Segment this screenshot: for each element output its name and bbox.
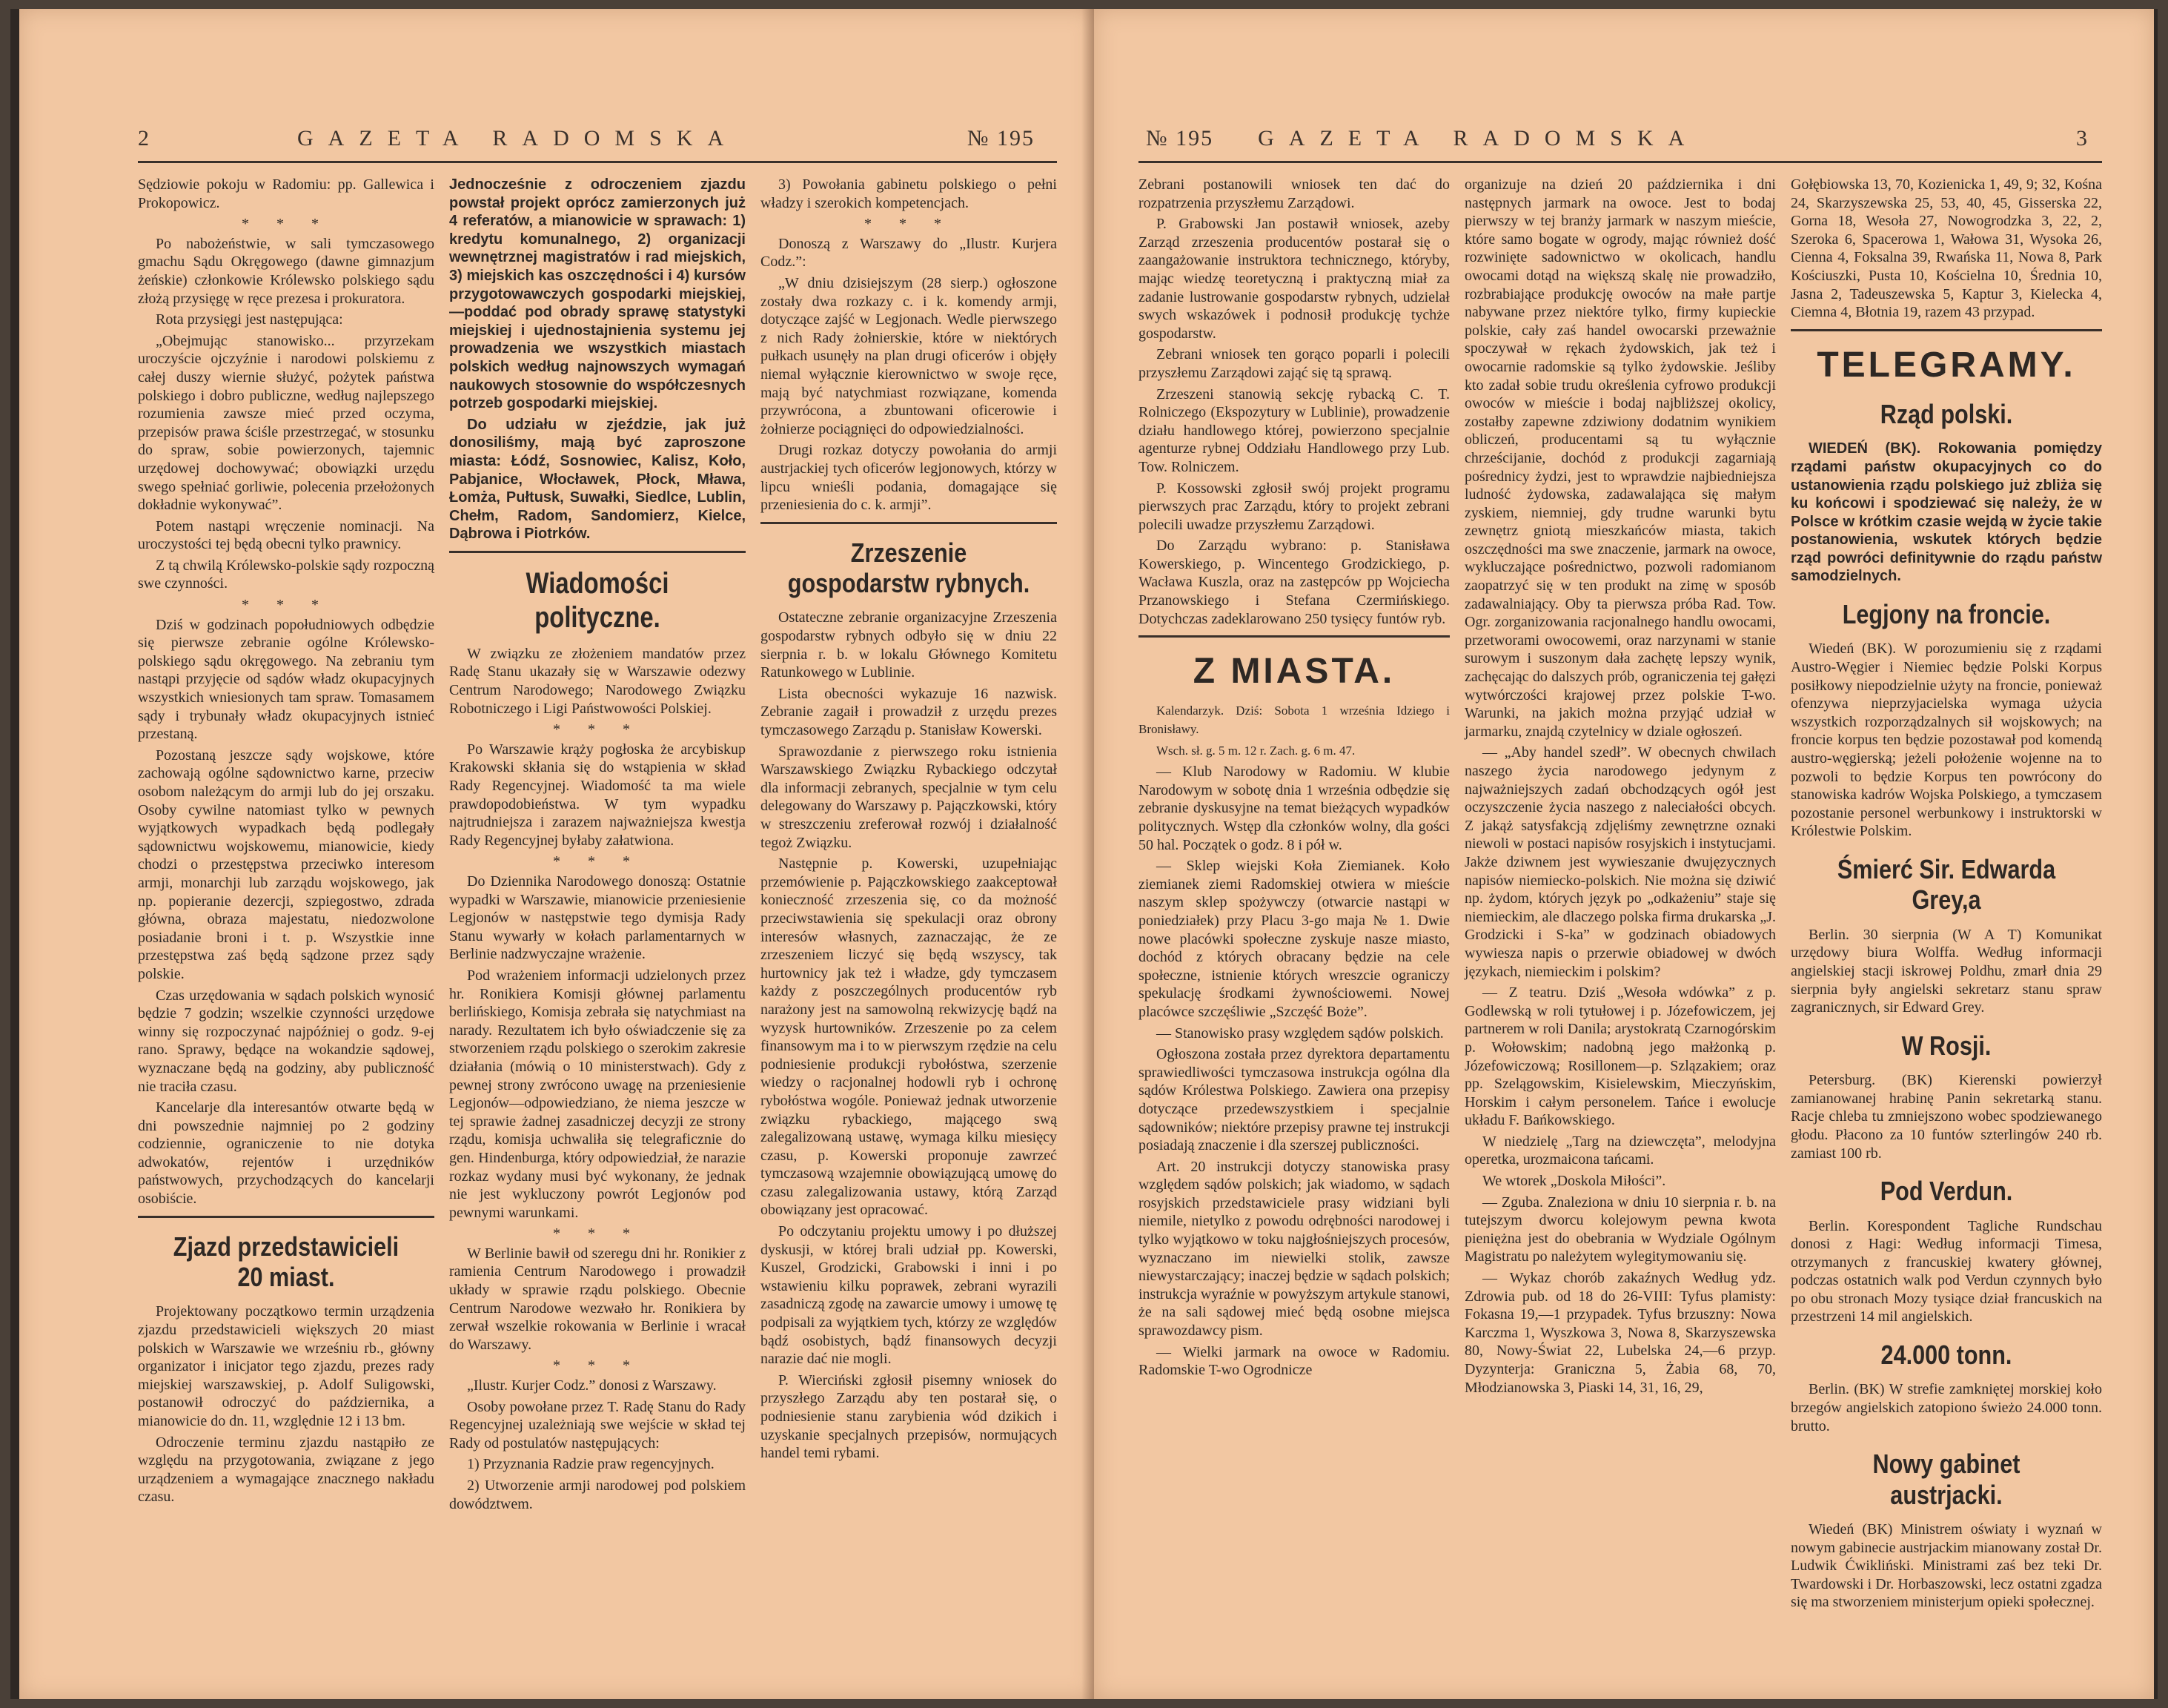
left-page-number: 2 xyxy=(138,126,149,150)
section-separator: * * * xyxy=(553,1225,642,1242)
left-column-1 xyxy=(138,176,434,1509)
article-paragraph: Projektowany początkowo termin urządzenia zjazdu przedstawicieli większych 20 miast polskich w Warszawie we wrześniu rb., główny organizator i inicjator tego zjazdu, prezes rady miejskiej warszawskiej, p. Adolf Suligowski, postanowił odroczyć do października, a mianowicie do dn. 11, względnie 12 i 13 bm. xyxy=(138,1303,434,1429)
article-paragraph: — Stanowisko prasy względem sądów polskich. xyxy=(1156,1025,1444,1042)
article-paragraph: — Wykaz chorób zakaźnych Według ydz. Zdrowia pub. od 18 do 26-VIII: Tyfus plamisty: Fokasna 19,—1 przypadek. Tyfus brzuszny: Nowa Karczma 1, Wyszkowa 3, Nowa 8, Skarzyszewska 80, Nowy-Świat 22, Lubelska 24,—6 przyp. Dyzynterja: Graniczna 5, Żabia 68, 70, Młodzianowska 3, Piaski 14, 31, 16, 29, xyxy=(1465,1270,1776,1396)
article-paragraph: Drugi rozkaz dotyczy powołania do armji austrjackiej tych oficerów legjonowych, którzy w lipcu wnieśli podania, domagające się przeniesienia do c. k. armji”. xyxy=(760,442,1057,514)
article-paragraph: — „Aby handel szedł”. W obecnych chwilach naszego życia narodowego jedynym z najważniejszych zadań obchodzących ogół jest oczyszczenie życia naszego z naleciałości obcych. Z jakąż satysfakcją zdjęliśmy zewnętrzne oznaki niewoli w postaci napisów rosyjskich i instytucjami. Jakże dziwnem jest wywieszanie dwujęzycznych napisów niemiecko-polskich. Nie można się dziwić np. żydom, których język po „odkażeniu” staje się niemieckim, ale dlaczego polska firma drukarska „J. Grodzicki i S-ka” w godzinach obiadowych wywiesza napis o przerwie obiadowej w dwóch językach, niemieckim i polskim? xyxy=(1465,744,1776,980)
article-paragraph: WIEDEŃ (BK). Rokowania pomiędzy rządami państw okupacyjnych co do ustanowienia rządu polskiego już zbliża się ku końcowi i spodziewać się należy, że w Polsce w krótkim czasie wejdą w życie takie postanowienia, wskutek których będzie rząd powróci definitywnie do rządu państw samodzielnych. xyxy=(1791,440,2102,585)
section-separator: * * * xyxy=(553,853,642,870)
article-paragraph: — Z teatru. Dziś „Wesoła wdówka” z p. Godlewską w roli tytułowej i p. Józefowiczem, jej partnerem w roli Danila; arystokratą Czarnogórskim p. Wołowskim; nadobną jego małżonką p. Józefowiczową; Rosillonem—p. Szlązakiem; oraz pp. Szelągowskim, Kisielewskim, Mieczyńskim, Horskim i całym personelem. Tańce i ewolucje układu F. Bańkowskiego. xyxy=(1465,984,1776,1129)
right-column-2 xyxy=(1465,176,1776,1400)
article-paragraph: Kancelarje dla interesantów otwarte będą w dni powszednie najmniej po 2 godziny codziennie, ograniczenie to nie dotyka adwokatów, rejentów i urzędników państwowych, przychodzących do kancelarji osobiście. xyxy=(138,1099,434,1208)
right-page xyxy=(1094,9,2154,1699)
right-masthead-title: GAZETA RADOMSKA xyxy=(1258,126,1700,150)
column-divider xyxy=(760,522,1057,524)
article-paragraph: Berlin. 30 sierpnia (W A T) Komunikat urzędowy biura Wolffa. Według informacji angielskiej stacji iskrowej Poldhu, zmarł dnia 29 sierpnia były angielski sekretarz stanu spraw zagranicznych, sir Edward Grey. xyxy=(1791,926,2102,1016)
article-headline: Śmierć Sir. Edwarda Grey,a xyxy=(1837,854,2056,916)
article-paragraph: Donoszą z Warszawy do „Ilustr. Kurjera Codz.”: xyxy=(760,235,1057,271)
article-paragraph: P. Wierciński zgłosił pisemny wniosek do przyszłego Zarządu aby ten postarał się, o podniesienie stanu zarybienia wód dzikich i uzyskanie specjalnych przepisów, normujących handel temi rybami. xyxy=(760,1371,1057,1462)
article-paragraph: Odroczenie terminu zjazdu nastąpiło ze względu na przygotowania, związane z jego urządzeniem a wymagające znacznego nakładu czasu. xyxy=(138,1434,434,1506)
article-headline: Wiadomości polityczne. xyxy=(526,566,669,634)
column-divider xyxy=(449,551,746,553)
article-paragraph: Pozostaną jeszcze sądy wojskowe, które zachowają ogólne sądownictwo karne, przeciw osobom należącym do armji lub do jej orszaku. Osoby cywilne natomiast tylko w pewnych wyjątkowych wypadkach będą podlegały sądownictwu wojskowemu, mianowicie, kiedy chodzi o przestępstwa przeciwko interesom armji, monarchji lub zarządu wojskowego, jak np. popieranie dezercji, szpiegostwo, zdrada główna, obraza majestatu, niedozwolone posiadanie broni i t. p. Wszystkie inne przestępstwa zaś będą sądzone przez sądy polskie. xyxy=(138,747,434,982)
article-paragraph: Osoby powołane przez T. Radę Stanu do Rady Regencyjnej uzależniają swe wejście w skład tej Rady od postulatów następujących: xyxy=(449,1398,746,1452)
left-column-2 xyxy=(449,176,746,1516)
article-headline: Legjony na froncie. xyxy=(1842,599,2051,630)
article-paragraph: W niedzielę „Targ na dziewczęta”, melodyjna operetka, urozmaicona tańcami. xyxy=(1465,1133,1776,1168)
article-paragraph: Zebrani postanowili wniosek ten dać do rozpatrzenia przyszłemu Zarządowi. xyxy=(1138,176,1450,211)
left-issue-number: № 195 xyxy=(967,126,1035,150)
article-paragraph: 3) Powołania gabinetu polskiego o pełni władzy i szerokich kompetencjach. xyxy=(760,176,1057,211)
article-paragraph: Gołębiowska 13, 70, Kozienicka 1, 49, 9; 32, Kośna 24, Skarzyszewska 25, 53, 40, 45, Gisserska 22, Gorna 18, Wesoła 27, Nowogrodzka 3, 22, 2, Szeroka 6, Spacerowa 1, Wałowa 31, Wysoka 26, Cienna 4, Foksalna 39, Rwańska 11, Nowa 8, Park Kościuszki, Pusta 10, Kościelna 10, Średnia 10, Jasna 2, Tadeuszewska 5, Kaptur 3, Kielecka 4, Ciemna 4, Błotnia 19, razem 43 przypad. xyxy=(1791,176,2102,321)
article-headline: Rząd polski. xyxy=(1880,398,2013,429)
article-paragraph: — Zguba. Znaleziona w dniu 10 sierpnia r. b. na tutejszym dworcu kolejowym pewna kwota pieniężna jest do obebrania w Wydziale Ogólnym Magistratu po należytem wylegitymowaniu się. xyxy=(1465,1194,1776,1265)
article-paragraph: — Klub Narodowy w Radomiu. W klubie Narodowym w sobotę dnia 1 września odbędzie się zebranie dyskusyjne na temat bieżących wypadków politycznych. Wstęp dla członków wolny, dla gości 50 hal. Początek o godz. 8 i pół w. xyxy=(1138,764,1450,853)
article-headline: Z MIASTA. xyxy=(1193,652,1396,692)
article-headline: TELEGRAMY. xyxy=(1817,345,2076,385)
article-headline: Pod Verdun. xyxy=(1880,1176,2013,1207)
article-paragraph: Zebrani wniosek ten gorąco poparli i polecili przyszłemu Zarządowi zająć się tą sprawą. xyxy=(1138,346,1450,381)
article-paragraph: W Berlinie bawił od szeregu dni hr. Ronikier z ramienia Centrum Narodowego i prowadził układy w sprawie rządu polskiego. Obecnie Centrum Narodowe wezwało hr. Ronikiera by zerwał wszelkie rokowania w Berlinie i wracał do Warszawy. xyxy=(449,1245,746,1353)
article-paragraph: Ogłoszona została przez dyrektora departamentu sprawiedliwości tymczasowa instrukcja ogólna dla sądów Królestwa Polskiego. Zawiera ona przepisy dotyczące przedewszystkiem i specjalnie sądowników; niektóre przepisy prawne tej instrukcji posiadają znaczenie i dla szerszej publiczności. xyxy=(1138,1046,1450,1154)
article-headline: 24.000 tonn. xyxy=(1880,1340,2012,1371)
section-separator: * * * xyxy=(553,1357,642,1374)
newspaper-spread xyxy=(10,9,2158,1699)
left-page-header xyxy=(138,120,1035,157)
article-headline: W Rosji. xyxy=(1901,1030,1992,1061)
article-headline: Zjazd przedstawicieli 20 miast. xyxy=(173,1231,400,1293)
article-paragraph: Do Dziennika Narodowego donoszą: Ostatnie wypadki w Warszawie, mianowicie przeniesienie Legjonów w następstwie tego dymisja Rady Stanu wywarły w kołach parlamentarnych w Berlinie nadzwyczajne wrażenie. xyxy=(449,873,746,963)
article-paragraph: organizuje na dzień 20 października i dni następnych jarmark na owoce. Jest to bodaj pierwszy w tej branży jarmark w naszym mieście, które samo bogate w ogrody, mając również dość rozwinięte sadownictwo w okolicach, handlu owocami dotąd na większą skalę nie prowadziło, rozbrabiające produkcję owoców na małe partje nabywane przez niektóre tylko, firmy kupieckie polskie, cały zaś handel owocarski przeważnie spoczywał w rękach żydowskich, jak też i owocarnie radomskie są tylko żydowskie. Jeśliby kto zadał sobie trudu określenia cyfrowo produkcji owoców w mieście i bodaj najbliższej okolicy, zostałby zapewne zdziwiony dodatnim wynikiem obliczeń, producentami są tu wyłącznie chrześcijanie, dochód z produkcji zagarniają pośrednicy żydzi, jest to wprawdzie najbiedniejsza ludność żydowska, zadawalająca się małym zyskiem, niemniej, gdy trudne warunki bytu zewnętrz gniotą mieszkańców miasta, takich oszczędności ma swe znaczenie, jarmark na owoce, wykluczające pośrednictwo, pozwoli radomianom zaopatrzyć się w ten produkt na zimę w sposób zadawalniający. Oby ta pierwsza próba Rad. Tow. Ogr. zorganizowania racjonalnego handlu owocami, przetworami owocowemi, oraz narzynami w stanie surowym i suszonym dała zachętę lepszy wynik, zachęcając do dalszych prób, ograniczenia tej gałęzi wytwórczości krajowej przez polskie T-wo. Warunki, na jakich można przyjąć udział w jarmarku, znajdą czytelnicy w dziale ogłoszeń. xyxy=(1465,176,1776,740)
article-paragraph: Potem nastąpi wręczenie nominacji. Na uroczystości tej będą obecni tylko prawnicy. xyxy=(138,517,434,553)
article-paragraph: 2) Utworzenie armji narodowej pod polskiem dowództwem. xyxy=(449,1477,746,1512)
article-headline: Nowy gabinet austrjacki. xyxy=(1872,1449,2021,1510)
article-paragraph: Art. 20 instrukcji dotyczy stanowiska prasy względem sądów polskich; jak wiadomo, w sądach rosyjskich przedstawiciele prasy widziani byli niemile, nietylko z powodu odrębności narodowej i tylko wyjątkowo w toku najgłośniejszych procesów, wyznaczano im niewielki stolik, zawsze niewystarczający; inaczej będzie w sądach polskich; instrukcja wyraźnie w powyższym artykule stanowi, że na sali sądowej mieć będą osobne miejsca sprawozdawcy pism. xyxy=(1138,1158,1450,1340)
column-divider xyxy=(1791,329,2102,331)
right-header-rule xyxy=(1138,161,2102,163)
article-paragraph: Po Warszawie krąży pogłoska że arcybiskup Krakowski skłania się do wstąpienia w skład Rady Regencyjnej. Wiadomość ta ma wiele prawdopodobieństwa. W tym wypadku najtrudniejsza i zarazem najważniejsza kwestja Rady Regencyjnej byłaby załatwiona. xyxy=(449,741,746,849)
article-paragraph: Po odczytaniu projektu umowy i po dłuższej dyskusji, w której brali udział pp. Kowerski, Kuszel, Grodzicki, Grabowski i inni i po wstawieniu kilku poprawek, zebrani wyrazili zasadniczą zgodę na zawarcie umowy i umowę tę podpisali za wyjątkiem tych, którzy ze względów bądź osobistych, bądź finansowych decyzji narazie dać nie mogli. xyxy=(760,1223,1057,1368)
article-paragraph: 1) Przyznania Radzie praw regencyjnych. xyxy=(467,1456,715,1473)
article-paragraph: Z tą chwilą Królewsko-polskie sądy rozpoczną swe czynności. xyxy=(138,557,434,592)
column-divider xyxy=(138,1216,434,1218)
article-paragraph: W związku ze złożeniem mandatów przez Radę Stanu ukazały się w Warszawie odezwy Centrum Narodowego; Narodowego Związku Robotniczego i Ligi Państwowości Polskiej. xyxy=(449,645,746,717)
article-paragraph: „Ilustr. Kurjer Codz.” donosi z Warszawy. xyxy=(467,1377,717,1394)
left-column-3 xyxy=(760,176,1057,1466)
article-paragraph: — Wielki jarmark na owoce w Radomiu. Radomskie T-wo Ogrodnicze xyxy=(1138,1343,1450,1379)
column-divider xyxy=(1138,635,1450,638)
section-separator: * * * xyxy=(864,216,953,233)
article-paragraph: Berlin. Korespondent Tagliche Rundschau donosi z Hagi: Według informacji Timesa, otrzymanych z francuskiej kwatery głównej, podczas ostatnich walk pod Verdun czynnych było po obu stronach Mozy tysiące dział francuskich na przestrzeni 14 mil angielskich. xyxy=(1791,1217,2102,1325)
article-paragraph: Dziś w godzinach popołudniowych odbędzie się pierwsze zebranie ogólne Królewsko-polskiego sądu okręgowego. Na zebraniu tym nastąpi przyjęcie od sądów władz okupacyjnych wszystkich wniesionych tam spraw. Tomasamem sądy i trybunały władz okupacyjnych istnieć przestaną. xyxy=(138,616,434,743)
article-paragraph: Lista obecności wykazuje 16 nazwisk. Zebranie zagaił i prowadził z urzędu prezes tymczasowego Zarządu p. Stanisław Kowerski. xyxy=(760,685,1057,739)
article-paragraph: Wiedeń (BK). W porozumieniu się z rządami Austro-Węgier i Niemiec będzie Polski Korpus posiłkowy niepodzielnie użyty na froncie, ponieważ ofenzywa nieprzyjacielska wymaga użycia wszystkich rozporządzalnych sił wojskowych; na froncie korpus ten będzie pozostawał pod komendą austro-węgierską; jeżeli położenie wojenne na to pozwoli to będzie Korpus ten powrócony do stanowiska kadrów Wojska Polskiego, a tymczasem pozostanie personel werbunkowy i instruktorski w Królestwie Polskim. xyxy=(1791,640,2102,840)
article-paragraph: Następnie p. Kowerski, uzupełniając przemówienie p. Pajączkowskiego zaakceptował konieczność zrzeszenia się, co da możność przeciwstawienia się spekulacji oraz obrony interesów własnych, zaznaczając, że ze zrzeszeniem liczyć się będą wszyscy, tak hurtownicy jak też i władze, gdy tymczasem każdy z poszczególnych producentów ryb narażony jest na samowolną rekwizycję bądź na wyzysk hurtowników. Zrzeszenie po za celem finansowym ma i to w pierwszym rzędzie na celu podniesienie produkcji rybołóstwa, szerzenie wiedzy o racjonalnej hodowli ryb i ochronę rybołóstwa wogóle. Ponieważ jednak utworzenie związku rybackiego, mającego swą zalegalizowaną ustawę, wymaga kilku miesięcy czasu, p. Kowerski proponuje zawrzeć tymczasową wzajemnie obowiązującą umowę do czasu zalegalizowania ustawy, którą Zarząd obowiązany jest opracować. xyxy=(760,855,1057,1219)
article-paragraph: Zrzeszeni stanowią sekcję rybacką C. T. Rolniczego (Ekspozytury w Lublinie), prowadzenie działu handlowego której, powierzono specjalnie agenturze rybnej Oddziału Handlowego przy Lub. Tow. Rolniczem. xyxy=(1138,385,1450,475)
section-separator: * * * xyxy=(553,721,642,738)
left-page xyxy=(19,9,1094,1699)
article-paragraph: Petersburg. (BK) Kierenski powierzył zamianowanej hrabinę Panin sekretarką stanu. Racje chleba tu zmniejszono wobec spodziewanego głodu. Płacono za 10 funtów szterlingów 240 rb. zamiast 100 rb. xyxy=(1791,1072,2102,1162)
section-separator: * * * xyxy=(242,216,331,233)
left-masthead-title: GAZETA RADOMSKA xyxy=(297,126,739,150)
article-paragraph: — Sklep wiejski Koła Ziemianek. Koło ziemianek ziemi Radomskiej otwiera w mieście naszym sklep spożywczy (otwarcie nastąpi w poniedziałek) przy Placu 3-go maja № 1. Dwie nowe placówki społeczne zyskuje nasze miasto, dochód z których obracany będzie na cele społeczne, istnienie których wreszcie ograniczy spekulację środkami żywnościowemi. Nowej placówce szczęśliwie „Szczęść Boże”. xyxy=(1138,858,1450,1020)
right-column-1 xyxy=(1138,176,1450,1383)
left-header-rule xyxy=(138,161,1057,163)
article-paragraph: Do udziału w zjeździe, jak już donosiliśmy, mają być zaproszone miasta: Łódź, Sosnowiec, Kalisz, Koło, Pabjanice, Włocławek, Płock, Mława, Łomża, Pułtusk, Suwałki, Siedlce, Lublin, Chełm, Radom, Sandomierz, Kielce, Dąbrowa i Piotrków. xyxy=(449,416,746,543)
article-paragraph: We wtorek „Doskola Miłości”. xyxy=(1482,1173,1666,1190)
right-issue-number: № 195 xyxy=(1146,126,1214,150)
article-paragraph: Po nabożeństwie, w sali tymczasowego gmachu Sądu Okręgowego (dawne gimnazjum żeńskie) członkowie Królewsko polskiego sądu złożą przysięgę w ręce prezesa i prokuratora. xyxy=(138,235,434,307)
article-paragraph: P. Kossowski zgłosił swój projekt programu pierwszych prac Zarządu, który to projekt zebrani polecili uwadze przyszłemu Zarządowi. xyxy=(1138,480,1450,533)
section-separator: * * * xyxy=(242,597,331,614)
article-paragraph: Wiedeń (BK) Ministrem oświaty i wyznań w nowym gabinecie austrjackim mianowany został Dr. Ludwik Ćwikliński. Ministrami zaś bez teki Dr. Twardowski i Dr. Horbaszowski, lecz ostatni zgadza się ma stworzeniem ministerjum opieki społecznej. xyxy=(1791,1521,2102,1611)
article-paragraph: „Obejmując stanowisko... przyrzekam uroczyście ojczyźnie i narodowi polskiemu z całej duszy wiernie służyć, pożytek państwa polskiego i dobro publiczne, według najlepszego rozumienia zawsze mieć przed oczyma, przepisów prawa ściśle przestrzegać, w stosunku do spraw, sobie powierzonych, tajemnic urzędowej dochowywać; obowiązki urzędu swego spełniać gorliwie, polecenia przełożonych dokładnie wykonywać”. xyxy=(138,332,434,514)
article-paragraph: Rota przysięgi jest następująca: xyxy=(156,311,343,328)
right-page-number: 3 xyxy=(2076,126,2087,150)
article-paragraph: Sprawozdanie z pierwszego roku istnienia Warszawskiego Związku Rybackiego odczytał dla informacji zebranych, specjalnie w tym celu delegowany do Warszawy p. Pajączkowski, który w streszczeniu zreferował rozwój i działalność tegoż Związku. xyxy=(760,743,1057,851)
right-column-3 xyxy=(1791,176,2102,1615)
article-paragraph: Jednocześnie z odroczeniem zjazdu powstał projekt oprócz zamierzonych już 4 referatów, a mianowicie w sprawach: 1) kredytu komunalnego, 2) organizacji wewnętrznej magistratów i rad miejskich, 3) miejskich kas oszczędności i 4) kursów przygotowawczych gospodarki miejskiej,—poddać pod obrady sprawę statystyki miejskiej i ujednostajnienia systemu jej prowadzenia we wszystkich miastach polskich według najnowszych wymagań naukowych stosownie do współczesnych potrzeb gospodarki miejskiej. xyxy=(449,176,746,412)
article-paragraph: „W dniu dzisiejszym (28 sierp.) ogłoszone zostały dwa rozkazy c. i k. komendy armji, dotyczące zajść w Legjonach. Wedle pierwszego z nich Rady żołnierskie, które w niektórych pułkach usunęły na plan drugi oficerów i objęły niemal wyłącznie kierownictwo w swoje ręce, mają być natychmiast rozwiązane, komenda przywrócona, a zbuntowani oficerowie i żołnierze pociągnięci do odpowiedzialności. xyxy=(760,274,1057,437)
article-paragraph: Ostateczne zebranie organizacyjne Zrzeszenia gospodarstw rybnych odbyło się w dniu 22 sierpnia r. b. w lokalu Głównego Komitetu Ratunkowego w Lublinie. xyxy=(760,609,1057,681)
article-paragraph: Sędziowie pokoju w Radomiu: pp. Gallewica i Prokopowicz. xyxy=(138,176,434,211)
article-paragraph: Kalendarzyk. Dziś: Sobota 1 września Idziego i Bronisławy. xyxy=(1138,704,1450,737)
article-paragraph: Czas urzędowania w sądach polskich wynosić będzie 7 godzin; wszelkie czynności urzędowe winny się rozpoczynać najpóźniej o godz. 9-ej rano. Sprawy, będące na wokandzie sądowej, wyznaczane będą na godziny, aby publiczność nie traciła czasu. xyxy=(138,987,434,1095)
right-page-header xyxy=(1146,120,2087,157)
article-headline: Zrzeszenie gospodarstw rybnych. xyxy=(787,537,1030,599)
article-paragraph: P. Grabowski Jan postawił wniosek, azeby Zarząd zrzeszenia producentów postarał się o zaangażowanie instruktora technicznego, któryby, mając wiedzę teoretyczną i praktyczną miał za zadanie lustrowanie gospodarstw rybnych, udzielał swych wskazówek i podnosił produkcję tychże gospodarstw. xyxy=(1138,216,1450,342)
article-paragraph: Pod wrażeniem informacji udzielonych przez hr. Ronikiera Komisji głównej parlamentu berlińskiego, Komisja zebrała się natychmiast na narady. Rezultatem ich było oświadczenie się za stworzeniem rządu polskiego o szerokim zakresie działania (mówią o 10 ministerstwach). Gdy z pewnej strony zwrócono uwagę na przeniesienie Legjonów—odpowiedziano, że niema jeszcze w tej sprawie żadnej zasadniczej decyzji ze strony rządu, komisja uchwaliła się telegraficznie do gen. Hindenburga, który odpowiedział, że narazie rozkaz wydany musi być wykonany, że jednak nie jest wykluczony powrót Legjonów pod pewnymi warunkami. xyxy=(449,967,746,1221)
article-paragraph: Do Zarządu wybrano: p. Stanisława Kowerskiego, p. Wincentego Grodzickiego, p. Wacława Kuszla, oraz na zastępców pp Wojciecha Przanowskiego i Stefana Czermińskiego. Dotychczas zadeklarowano 250 tysięcy funtów ryb. xyxy=(1138,537,1450,627)
article-paragraph: Wsch. sł. g. 5 m. 12 r. Zach. g. 6 m. 47. xyxy=(1156,743,1356,758)
article-paragraph: Berlin. (BK) W strefie zamkniętej morskiej koło brzegów angielskich zatopiono świeżo 24.000 tonn. brutto. xyxy=(1791,1381,2102,1434)
